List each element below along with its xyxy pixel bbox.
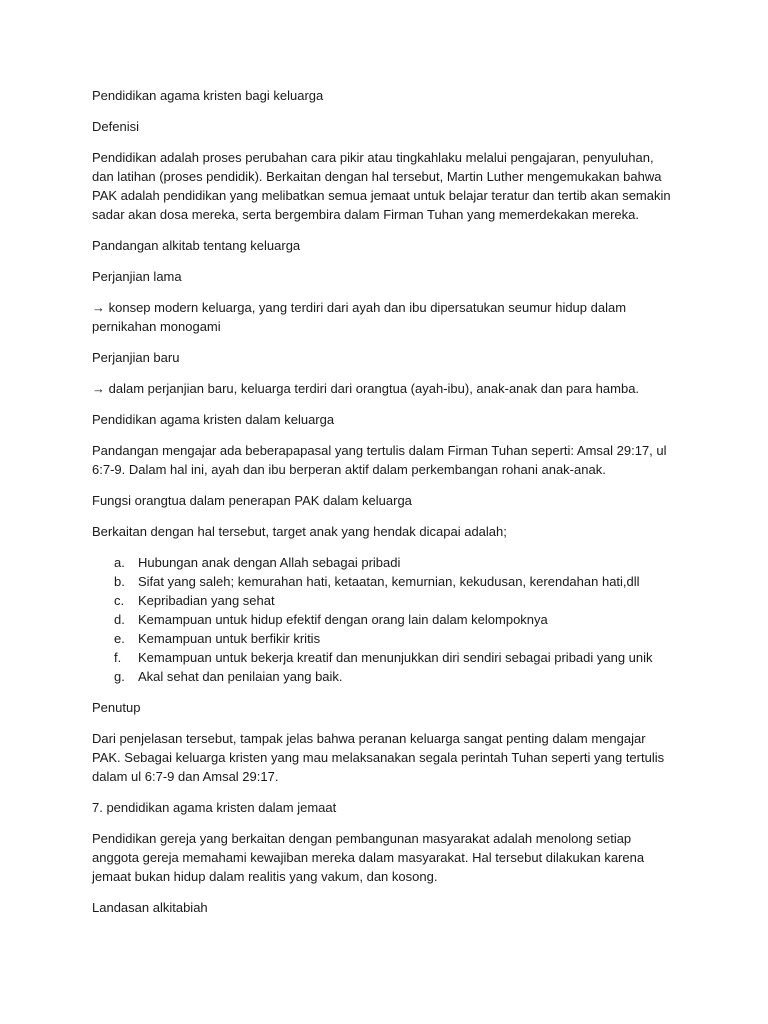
list-item-text: Kemampuan untuk berfikir kritis: [138, 631, 321, 646]
list-marker: b.: [114, 574, 125, 589]
heading-pandangan-alkitab: Pandangan alkitab tentang keluarga: [92, 238, 301, 253]
list-item-text: Akal sehat dan penilaian yang baik.: [138, 669, 343, 684]
list-marker: g.: [114, 669, 125, 684]
list-item: [92, 667, 672, 686]
list-item-text: Kemampuan untuk bekerja kreatif dan menunjukkan diri sendiri sebagai pribadi yang unik: [138, 650, 653, 665]
list-marker: c.: [114, 593, 125, 608]
list-item: [92, 610, 672, 629]
list-item-text: Kepribadian yang sehat: [138, 593, 275, 608]
heading-fungsi-orangtua: Fungsi orangtua dalam penerapan PAK dalam keluarga: [92, 493, 412, 508]
target-list: [92, 553, 672, 686]
heading-pak-dalam-jemaat: 7. pendidikan agama kristen dalam jemaat: [92, 800, 337, 815]
list-marker: e.: [114, 631, 125, 646]
paragraph-perjanjian-lama: → konsep modern keluarga, yang terdiri dari ayah dan ibu dipersatukan seumur hidup dalam pernikahan monogami: [92, 300, 627, 334]
list-item: [92, 648, 672, 667]
heading-defenisi: Defenisi: [92, 119, 139, 134]
document-page: [92, 86, 672, 929]
list-item: [92, 553, 672, 572]
paragraph-pendidikan-gereja: Pendidikan gereja yang berkaitan dengan pembangunan masyarakat adalah menolong setiap anggota gereja memahami kewajiban mereka dalam masyarakat. Hal tersebut dilakukan karena jemaat bukan hidup dalam realitis yang vakum, dan kosong.: [92, 831, 645, 884]
list-item: [92, 572, 672, 591]
heading-pak-dalam-keluarga: Pendidikan agama kristen dalam keluarga: [92, 412, 335, 427]
list-item-text: Kemampuan untuk hidup efektif dengan orang lain dalam kelompoknya: [138, 612, 548, 627]
paragraph-definition: Pendidikan adalah proses perubahan cara pikir atau tingkahlaku melalui pengajaran, penyuluhan, dan latihan (proses pendidik). Berkaitan dengan hal tersebut, Martin Luther mengemukakan bahwa PAK adalah pendidikan yang melibatkan semua jemaat untuk belajar teratur dan tertib akan semakin sadar akan dosa mereka, serta bergembira dalam Firman Tuhan yang memerdekakan mereka.: [92, 150, 671, 222]
list-item-text: Sifat yang saleh; kemurahan hati, ketaatan, kemurnian, kekudusan, kerendahan hati,dll: [138, 574, 640, 589]
list-item: [92, 591, 672, 610]
list-item: [92, 629, 672, 648]
heading-perjanjian-baru: Perjanjian baru: [92, 350, 180, 365]
paragraph-penutup: Dari penjelasan tersebut, tampak jelas bahwa peranan keluarga sangat penting dalam mengajar PAK. Sebagai keluarga kristen yang mau melaksanakan segala perintah Tuhan seperti yang tertulis dalam ul 6:7-9 dan Amsal 29:17.: [92, 731, 665, 784]
list-item-text: Hubungan anak dengan Allah sebagai pribadi: [138, 555, 401, 570]
paragraph-perjanjian-baru: → dalam perjanjian baru, keluarga terdiri dari orangtua (ayah-ibu), anak-anak dan para hamba.: [92, 381, 640, 396]
heading-landasan-alkitabiah: Landasan alkitabiah: [92, 900, 208, 915]
paragraph-target-anak: Berkaitan dengan hal tersebut, target anak yang hendak dicapai adalah;: [92, 524, 507, 539]
list-marker: f.: [114, 650, 122, 665]
list-marker: a.: [114, 555, 125, 570]
document-title: Pendidikan agama kristen bagi keluarga: [92, 88, 324, 103]
heading-perjanjian-lama: Perjanjian lama: [92, 269, 182, 284]
heading-penutup: Penutup: [92, 700, 141, 715]
paragraph-pandangan-mengajar: Pandangan mengajar ada beberapapasal yang tertulis dalam Firman Tuhan seperti: Amsal 29:17, ul 6:7-9. Dalam hal ini, ayah dan ibu berperan aktif dalam perkembangan rohani anak-anak.: [92, 443, 667, 477]
list-marker: d.: [114, 612, 125, 627]
